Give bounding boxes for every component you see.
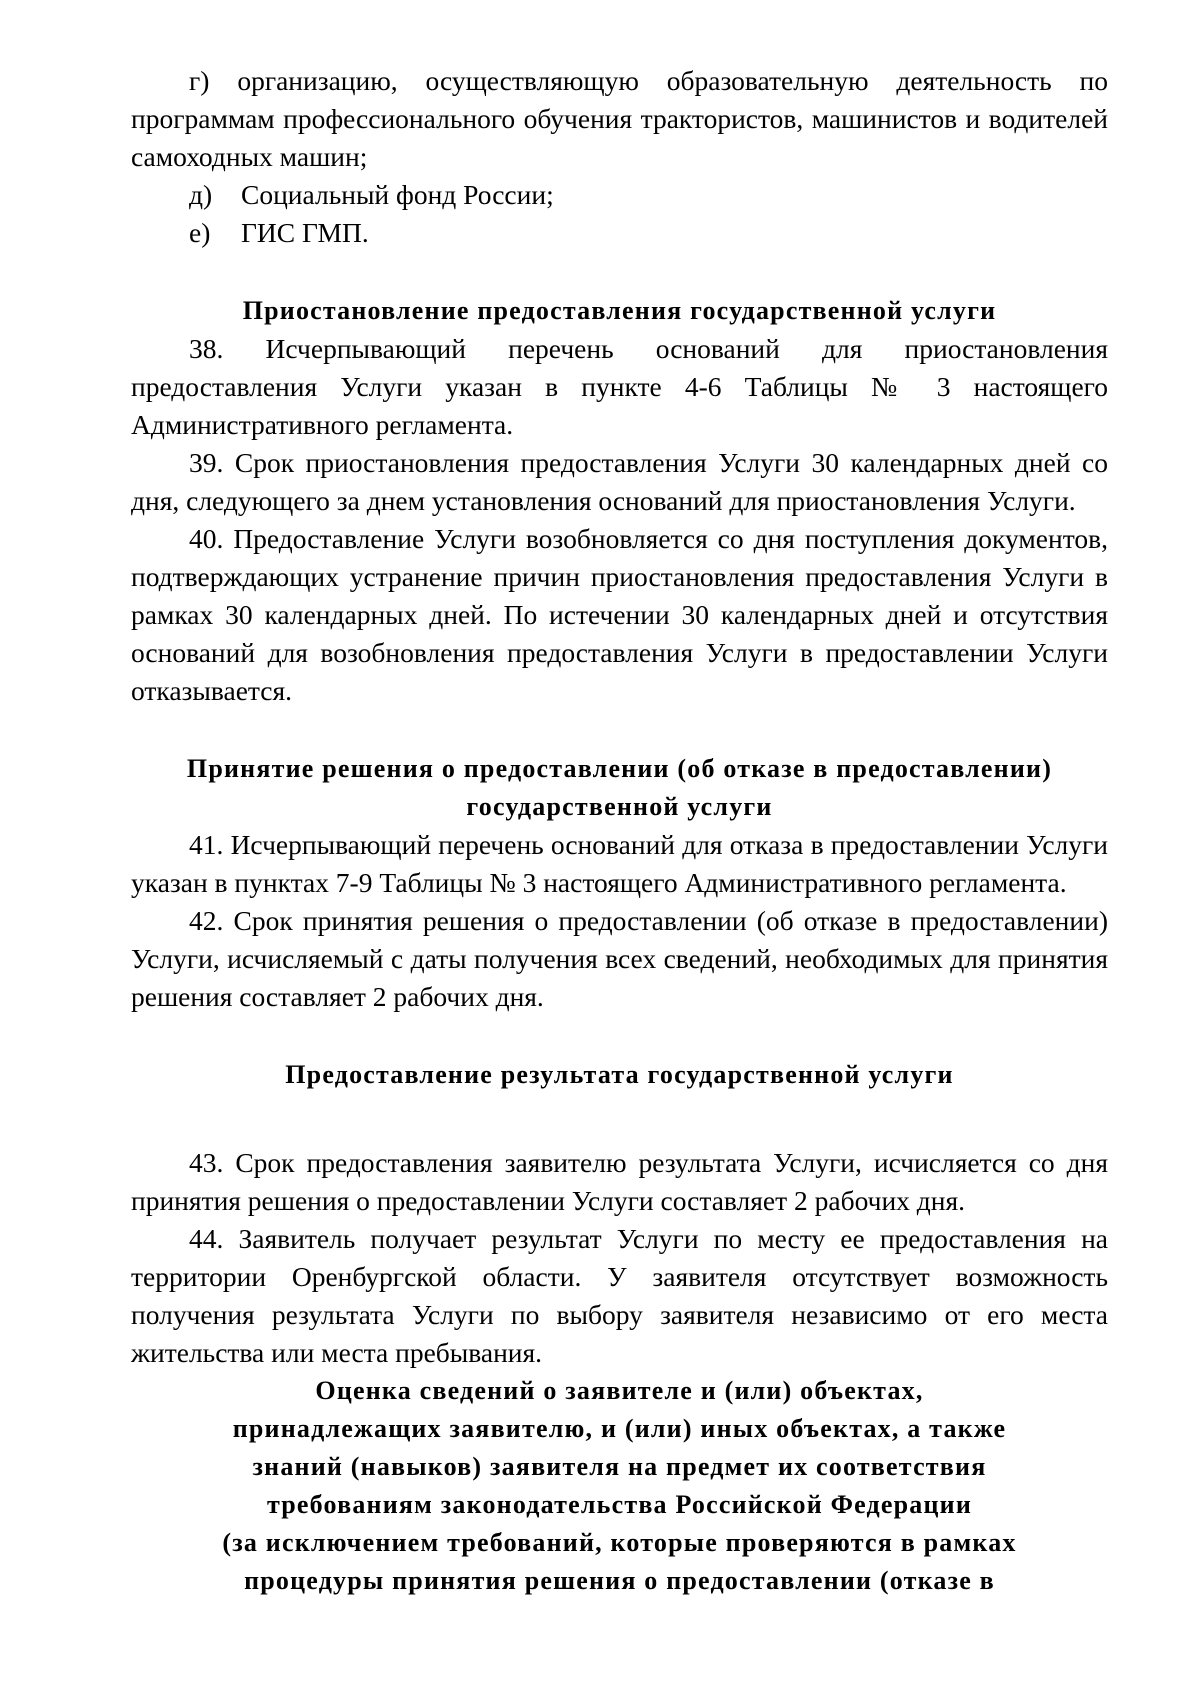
section-heading-assessment-line: процедуры принятия решения о предоставлении (отказе в xyxy=(244,1566,995,1595)
paragraph-44: 44. Заявитель получает результат Услуги по месту ее предоставления на территории Оренбургской области. У заявителя отсутствует возможность получения результата Услуги по выбору заявителя независимо от его места жительства или места пребывания. xyxy=(131,1223,1108,1368)
paragraph-42: 42. Срок принятия решения о предоставлении (об отказе в предоставлении) Услуги, исчисляемый с даты получения всех сведений, необходимых для принятия решения составляет 2 рабочих дня. xyxy=(131,905,1108,1012)
section-heading-decision-line-1: Принятие решения о предоставлении (об отказе в предоставлении) xyxy=(186,754,1053,783)
list-item-d-text: Социальный фонд России; xyxy=(241,179,554,210)
section-heading-decision xyxy=(131,750,1108,826)
section-heading-assessment-line: Оценка сведений о заявителе и (или) объектах, xyxy=(315,1376,924,1405)
section-heading-assessment-line: требованиям законодательства Российской Федерации xyxy=(266,1490,973,1519)
section-heading-result: Предоставление результата государственной услуги xyxy=(285,1060,954,1089)
section-heading-assessment-line: принадлежащих заявителю, и (или) иных объектах, а также xyxy=(232,1414,1007,1443)
list-item-d xyxy=(131,176,1108,214)
paragraph-43: 43. Срок предоставления заявителю результата Услуги, исчисляется со дня принятия решения о предоставлении Услуги составляет 2 рабочих дня. xyxy=(131,1147,1108,1216)
paragraph-38: 38. Исчерпывающий перечень оснований для приостановления предоставления Услуги указан в пункте 4-6 Таблицы № 3 настоящего Административного регламента. xyxy=(131,333,1108,440)
list-item-e xyxy=(131,214,1108,252)
section-heading-suspension: Приостановление предоставления государственной услуги xyxy=(242,296,997,325)
section-heading-assessment xyxy=(131,1372,1108,1600)
list-item-g: г) организацию, осуществляющую образовательную деятельность по программам профессионального обучения трактористов, машинистов и водителей самоходных машин; xyxy=(131,65,1108,172)
paragraph-39: 39. Срок приостановления предоставления Услуги 30 календарных дней со дня, следующего за днем установления оснований для приостановления Услуги. xyxy=(131,447,1108,516)
list-item-e-marker: е) xyxy=(189,217,211,248)
list-item-e-text: ГИС ГМП. xyxy=(241,217,369,248)
section-heading-assessment-line: знаний (навыков) заявителя на предмет их соответствия xyxy=(252,1452,987,1481)
list-item-d-marker: д) xyxy=(189,179,213,210)
paragraph-40: 40. Предоставление Услуги возобновляется со дня поступления документов, подтверждающих устранение причин приостановления предоставления Услуги в рамках 30 календарных дней. По истечении 30 календарных дней и отсутствия оснований для возобновления предоставления Услуги в предоставлении Услуги отказывается. xyxy=(131,523,1108,706)
paragraph-41: 41. Исчерпывающий перечень оснований для отказа в предоставлении Услуги указан в пунктах 7-9 Таблицы № 3 настоящего Административного регламента. xyxy=(131,829,1108,898)
section-heading-decision-line-2: государственной услуги xyxy=(466,792,773,821)
section-heading-assessment-line: (за исключением требований, которые проверяются в рамках xyxy=(222,1528,1017,1557)
